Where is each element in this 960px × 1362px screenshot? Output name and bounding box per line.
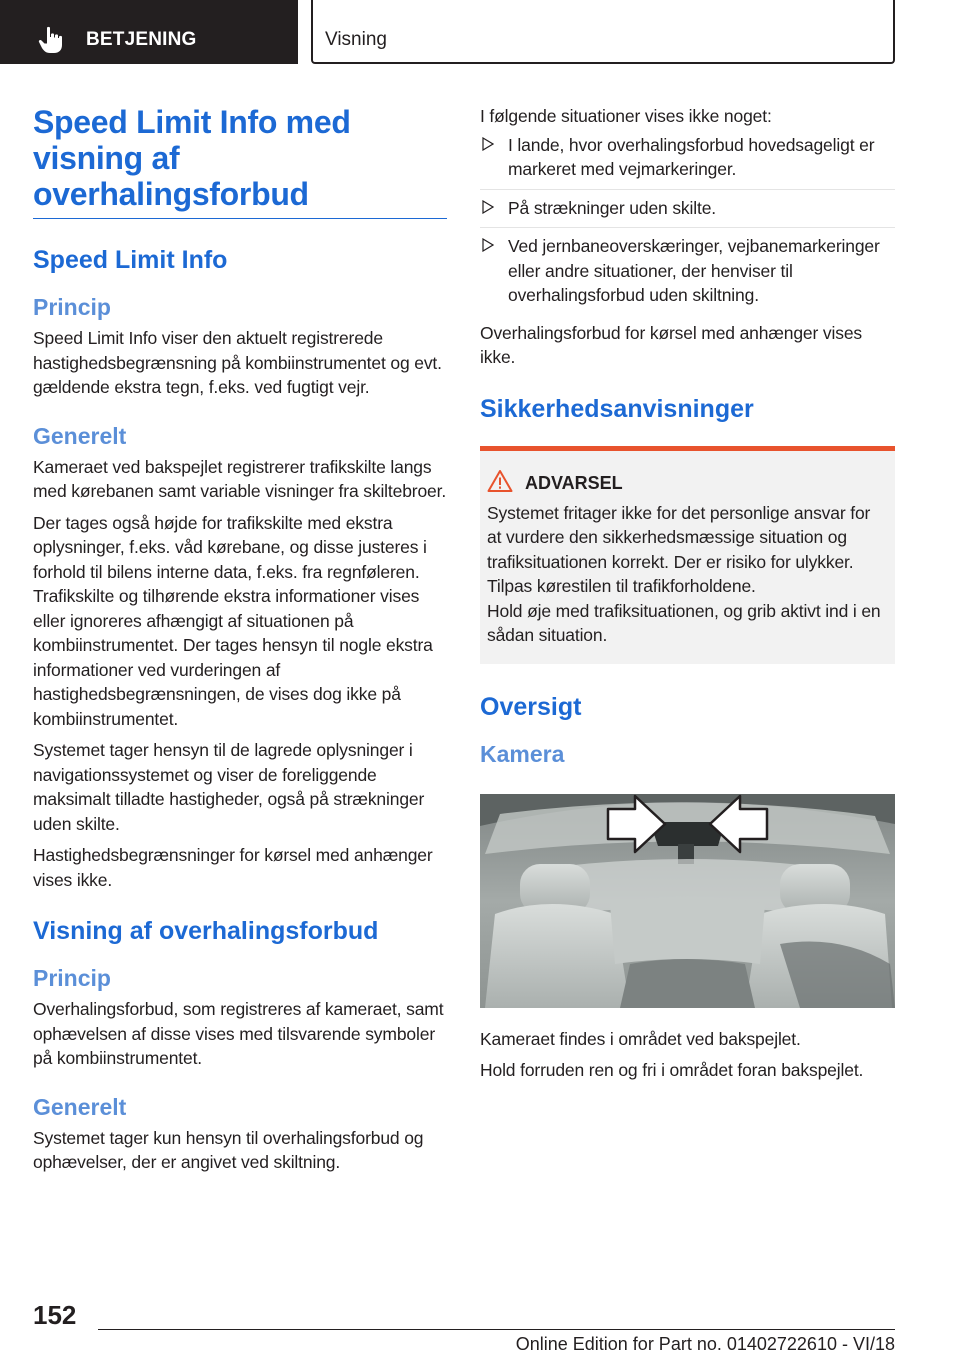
overtaking-princip-text: Overhalingsforbud, som registreres af kameraet, samt ophævelsen af disse vises med tilsvarende symboler på kombiinstrumentet. bbox=[33, 999, 444, 1068]
warning-box bbox=[480, 446, 895, 664]
sli-heading: Speed Limit Info bbox=[33, 246, 228, 274]
footer-divider bbox=[98, 1329, 895, 1330]
triangle-bullet-icon bbox=[482, 238, 494, 252]
left-column bbox=[33, 104, 447, 1175]
oversigt-heading: Oversigt bbox=[480, 692, 582, 721]
sli-generelt-p2: Der tages også højde for trafikskilte med ekstra oplysninger, f.eks. våd kørebane, og disse justeres i forhold til bilens interne data, f.eks. fra regnføleren. Trafikskilte og tilhørende ekstra informationer vises eller ignoreres afhængigt af situationen på kombiinstrumentet. Der tages hensyn til nogle ekstra informationer ved vurderingen af hastighedsbegrænsningen, de vises dog ikke på kombiinstrumentet. bbox=[33, 512, 433, 729]
list-item bbox=[480, 234, 895, 315]
sli-generelt-p3: Systemet tager hensyn til de lagrede oplysninger i navigationssystemet og viser de foreliggende maksimalt tilladte hastigheder, også på strækninger uden skilte. bbox=[33, 740, 425, 834]
intro-text: I følgende situationer vises ikke noget: bbox=[480, 106, 772, 126]
section-tab bbox=[0, 0, 298, 64]
warning-title: ADVARSEL bbox=[525, 472, 623, 493]
sli-princip-text: Speed Limit Info viser den aktuelt registrerede hastighedsbegrænsning på kombiinstrumentet og evt. gældende ekstra tegn, f.eks. ved fugtigt vejr. bbox=[33, 328, 442, 397]
page-title: Speed Limit Info med visning af overhalingsforbud bbox=[33, 104, 351, 212]
right-column bbox=[480, 104, 895, 1083]
overtaking-generelt-text: Systemet tager kun hensyn til overhalingsforbud og ophævelser, der er angivet ved skiltning. bbox=[33, 1127, 424, 1172]
sli-generelt-p1: Kameraet ved bakspejlet registrerer trafikskilte langs med kørebanen samt variable visninger fra skiltebroer. bbox=[33, 456, 447, 501]
list-item-text: Ved jernbaneoverskæringer, vejbanemarkeringer eller andre situationer, der henviser til overhalingsforbud uden skiltning. bbox=[508, 236, 880, 305]
safety-heading: Sikkerhedsanvisninger bbox=[480, 394, 754, 423]
title-divider bbox=[33, 218, 447, 219]
hand-pointer-icon bbox=[38, 26, 64, 54]
page-number: 152 bbox=[33, 1300, 77, 1330]
car-interior-camera-image bbox=[480, 794, 895, 1008]
warning-triangle-icon bbox=[487, 469, 513, 493]
trailer-note: Overhalingsforbud for kørsel med anhænger vises ikke. bbox=[480, 322, 863, 367]
caption-p1: Kameraet findes i området ved bakspejlet. bbox=[480, 1028, 801, 1049]
list-item-text: På strækninger uden skilte. bbox=[508, 197, 717, 218]
situation-list bbox=[480, 133, 895, 315]
triangle-bullet-icon bbox=[482, 200, 494, 214]
list-item bbox=[480, 133, 895, 190]
section-label: BETJENING bbox=[86, 29, 197, 50]
sli-princip-heading: Princip bbox=[33, 294, 111, 320]
list-item-text: I lande, hvor overhalingsforbud hovedsageligt er markeret med vejmarkeringer. bbox=[508, 134, 875, 179]
overtaking-princip-heading: Princip bbox=[33, 965, 111, 991]
overtaking-generelt-heading: Generelt bbox=[33, 1093, 127, 1120]
warning-p2: Hold øje med trafiksituationen, og grib aktivt ind i en sådan situation. bbox=[487, 600, 881, 645]
sli-generelt-p4: Hastighedsbegrænsninger for kørsel med anhænger vises ikke. bbox=[33, 845, 433, 890]
kamera-heading: Kamera bbox=[480, 740, 565, 767]
edition-note: Online Edition for Part no. 01402722610 - VI/18 bbox=[515, 1334, 895, 1354]
list-item bbox=[480, 196, 895, 229]
sli-generelt-heading: Generelt bbox=[33, 422, 127, 449]
breadcrumb bbox=[311, 0, 895, 64]
warning-title-row bbox=[525, 471, 887, 495]
warning-p1: Systemet fritager ikke for det personlige ansvar for at vurdere den sikkerhedsmæssige situation og trafiksituationen korrekt. Der er risiko for ulykker. Tilpas kørestilen til trafikforholdene. bbox=[487, 502, 871, 596]
breadcrumb-label: Visning bbox=[325, 29, 387, 50]
overtaking-heading: Visning af overhalingsforbud bbox=[33, 917, 379, 945]
caption-p2: Hold forruden ren og fri i området foran bakspejlet. bbox=[480, 1060, 864, 1080]
triangle-bullet-icon bbox=[482, 137, 494, 151]
